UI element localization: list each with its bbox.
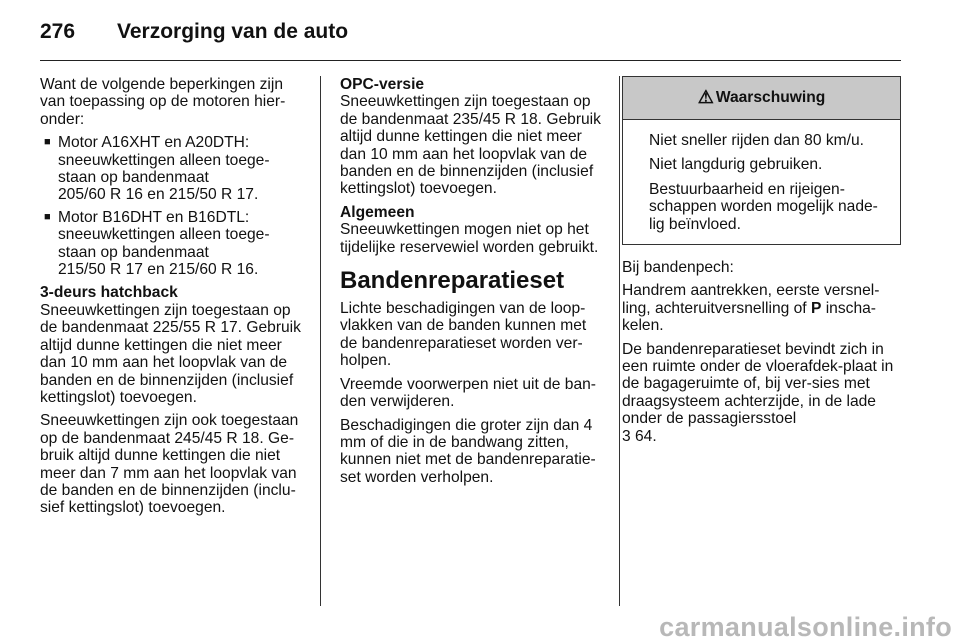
warning-body	[623, 120, 900, 244]
list-item-line: sneeuwkettingen alleen toege-staan op bandenmaat	[58, 151, 270, 187]
warning-line: Bestuurbaarheid en rijeigen-schappen worden mogelijk nade-lig beïnvloed.	[649, 180, 878, 233]
column-divider	[619, 76, 620, 606]
paragraph-text: De bandenreparatieset bevindt zich in een ruimte onder de vloerafdek-plaat in de bagageruimte of, bij ver-sies met draagsysteem achterzijde, in de lade onder de passagiersstoel	[622, 340, 894, 428]
gear-p-label: P	[810, 299, 822, 317]
column-right	[622, 76, 901, 451]
list-item	[40, 134, 306, 204]
page-number: 276	[40, 20, 76, 43]
subheading-general: Algemeen	[340, 203, 415, 221]
section-title: Bandenreparatieset	[340, 267, 565, 295]
warning-icon: ⚠	[697, 87, 714, 108]
paragraph: Sneeuwkettingen zijn ook toegestaan op de bandenmaat 245/45 R 18. Ge-bruik altijd dunne kettingen die niet meer dan 7 mm aan het loopvlak van de banden en de binnenzijden (inclu-sief kettingslot) toevoegen.	[40, 412, 299, 517]
paragraph: Sneeuwkettingen zijn toegestaan op de bandenmaat 225/55 R 17. Gebruik altijd dunne kettingen die niet meer dan 10 mm aan het loopvlak van de banden en de binnenzijden (inclusief kettingslot) toevoegen.	[40, 301, 301, 406]
bullet-icon: ■	[44, 210, 51, 223]
list-item-line: Motor B16DHT en B16DTL:	[58, 208, 250, 226]
list-item-line: 205/60 R 16 en 215/50 R 17.	[58, 186, 259, 204]
paragraph: Lichte beschadigingen van de loop-vlakken van de banden kunnen met de bandenreparatieset worden ver-holpen.	[340, 300, 587, 370]
paragraph-text: Handrem aantrekken, eerste versnel-ling, achteruitversnelling of	[622, 282, 880, 317]
list-item-line: 215/50 R 17 en 215/60 R 16.	[58, 261, 259, 279]
warning-line: Niet langdurig gebruiken.	[649, 156, 823, 174]
column-left	[40, 76, 306, 523]
paragraph: Beschadigingen die groter zijn dan 4 mm of die in de bandwang zitten, kunnen niet met de bandenreparatie-set worden verholpen.	[340, 416, 596, 486]
paragraph: Sneeuwkettingen mogen niet op het tijdelijke reservewiel worden gebruikt.	[340, 221, 599, 256]
subheading-opc: OPC-versie	[340, 76, 425, 93]
warning-title: Waarschuwing	[715, 89, 826, 107]
bullet-icon: ■	[44, 136, 51, 149]
list-item	[40, 209, 306, 279]
paragraph: Bij bandenpech:	[622, 259, 734, 277]
column-middle	[340, 76, 606, 492]
list-item-line: Motor A16XHT en A20DTH:	[58, 134, 250, 152]
warning-header	[623, 77, 900, 120]
intro-paragraph: Want de volgende beperkingen zijn van toepassing op de motoren hier-onder:	[40, 76, 286, 128]
paragraph: Sneeuwkettingen zijn toegestaan op de bandenmaat 235/45 R 18. Gebruik altijd dunne kettingen die niet meer dan 10 mm aan het loopvlak van de banden en de binnenzijden (inclusief kettingslot) toevoegen.	[340, 93, 601, 198]
list-item-line: sneeuwkettingen alleen toege-staan op bandenmaat	[58, 226, 270, 261]
column-divider	[320, 76, 321, 606]
paragraph	[622, 282, 901, 334]
page-title: Verzorging van de auto	[117, 20, 349, 43]
paragraph: Vreemde voorwerpen niet uit de ban-den verwijderen.	[340, 375, 597, 411]
watermark: carmanualsonline.info	[659, 612, 952, 642]
warning-line: Niet sneller rijden dan 80 km/u.	[649, 132, 864, 149]
page-header	[40, 20, 348, 50]
paragraph-text: inscha-kelen.	[622, 299, 876, 335]
paragraph	[622, 341, 901, 445]
engine-list	[40, 134, 306, 278]
page-reference-link[interactable]: 3 64.	[622, 427, 657, 445]
header-rule	[40, 60, 901, 61]
warning-box	[622, 76, 901, 245]
subheading-hatchback: 3-deurs hatchback	[40, 284, 178, 302]
